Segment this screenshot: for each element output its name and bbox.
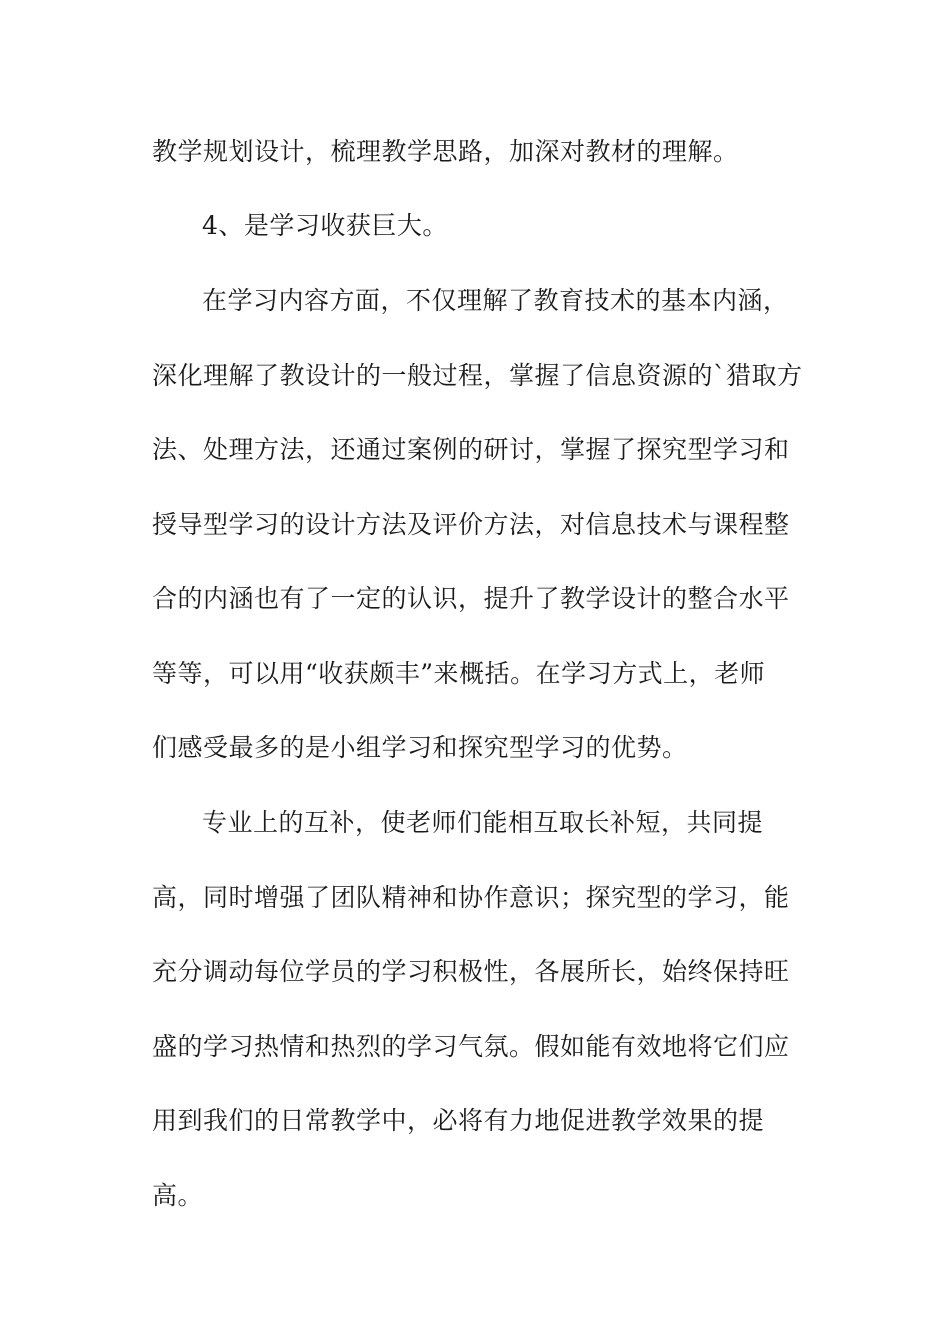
paragraph-line: 高，同时增强了团队精神和协作意识；探究型的学习，能 <box>152 883 790 912</box>
paragraph-line: 深化理解了教设计的一般过程，掌握了信息资源的`猎取方 <box>152 361 803 390</box>
paragraph-line: 专业上的互补，使老师们能相互取长补短，共同提 <box>202 808 764 837</box>
paragraph-line: 合的内涵也有了一定的认识，提升了教学设计的整合水平 <box>152 584 790 613</box>
paragraph-line: 盛的学习热情和热烈的学习气氛。假如能有效地将它们应 <box>152 1032 790 1061</box>
paragraph-line: 教学规划设计，梳理教学思路，加深对教材的理解。 <box>152 137 739 166</box>
paragraph-line: 授导型学习的设计方法及评价方法，对信息技术与课程整 <box>152 510 790 539</box>
paragraph-line: 用到我们的日常教学中，必将有力地促进教学效果的提 <box>152 1106 765 1135</box>
paragraph-line: 4、是学习收获巨大。 <box>202 211 448 240</box>
paragraph-line: 们感受最多的是小组学习和探究型学习的优势。 <box>152 733 688 762</box>
paragraph-line: 法、处理方法，还通过案例的研讨，掌握了探究型学习和 <box>152 435 790 464</box>
paragraph-line: 充分调动每位学员的学习积极性，各展所长，始终保持旺 <box>152 957 790 986</box>
paragraph-line: 在学习内容方面，不仅理解了教育技术的基本内涵， <box>202 286 789 315</box>
paragraph-line: 高。 <box>152 1181 204 1210</box>
paragraph-line: 等等，可以用“收获颇丰”来概括。在学习方式上，老师 <box>152 659 766 688</box>
